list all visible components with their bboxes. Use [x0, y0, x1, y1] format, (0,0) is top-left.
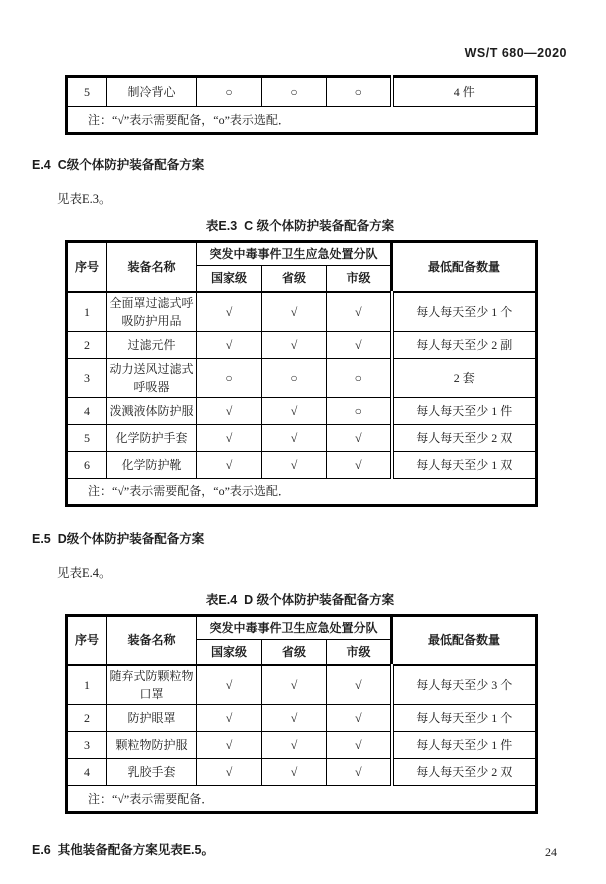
header-quantity: 最低配备数量 — [392, 615, 537, 665]
table-header-row — [67, 615, 537, 639]
cell-equipment-name: 颗粒物防护服 — [107, 732, 197, 759]
cell-municipal-mark: √ — [327, 705, 392, 732]
cell-no: 5 — [67, 424, 107, 451]
header-no: 序号 — [67, 242, 107, 292]
cell-municipal-mark: √ — [327, 665, 392, 705]
table-note-row — [67, 107, 537, 134]
cell-quantity: 4 件 — [392, 77, 537, 107]
cell-equipment-name: 动力送风过滤式呼吸器 — [107, 358, 197, 397]
header-provincial: 省级 — [262, 639, 327, 665]
section-heading-e6: E.6 其他装备配备方案见表E.5。 — [32, 843, 214, 857]
cell-national-mark: √ — [197, 759, 262, 786]
table-row — [67, 77, 537, 107]
cell-equipment-name: 过滤元件 — [107, 331, 197, 358]
cell-municipal-mark: √ — [327, 292, 392, 332]
cell-provincial-mark: √ — [262, 665, 327, 705]
cell-national-mark: √ — [197, 424, 262, 451]
header-equipment-name: 装备名称 — [107, 615, 197, 665]
cell-provincial-mark: √ — [262, 705, 327, 732]
cell-no: 4 — [67, 397, 107, 424]
cell-municipal-mark: √ — [327, 759, 392, 786]
cell-municipal-mark: √ — [327, 451, 392, 478]
header-quantity: 最低配备数量 — [392, 242, 537, 292]
cell-national-mark: √ — [197, 732, 262, 759]
table-e3 — [65, 240, 538, 507]
cell-municipal-mark: √ — [327, 331, 392, 358]
table-reference-e4: 见表E.4。 — [57, 565, 112, 580]
cell-equipment-name: 随弃式防颗粒物口罩 — [107, 665, 197, 705]
cell-municipal-mark: √ — [327, 424, 392, 451]
table-row — [67, 705, 537, 732]
page-number: 24 — [545, 845, 557, 859]
table-row — [67, 397, 537, 424]
cell-national-mark: √ — [197, 292, 262, 332]
table-reference-e3: 见表E.3。 — [57, 192, 112, 206]
header-municipal: 市级 — [327, 266, 392, 292]
cell-equipment-name: 制冷背心 — [107, 77, 197, 107]
header-team-group: 突发中毒事件卫生应急处置分队 — [197, 242, 392, 266]
cell-provincial-mark: √ — [262, 331, 327, 358]
cell-no: 3 — [67, 732, 107, 759]
cell-national-mark: √ — [197, 331, 262, 358]
doc-number: WS/T 680—2020 — [464, 46, 567, 60]
cell-no: 2 — [67, 705, 107, 732]
cell-quantity: 2 套 — [392, 358, 537, 397]
table-row — [67, 665, 537, 705]
header-municipal: 市级 — [327, 639, 392, 665]
cell-quantity: 每人每天至少 1 个 — [392, 292, 537, 332]
table-title-e3: 表E.3 C 级个体防护装备配备方案 — [205, 219, 395, 233]
header-national: 国家级 — [197, 266, 262, 292]
section-heading-e5: E.5 D级个体防护装备配备方案 — [32, 531, 205, 546]
table-row — [67, 759, 537, 786]
cell-provincial-mark: ○ — [262, 77, 327, 107]
cell-no: 1 — [67, 292, 107, 332]
cell-equipment-name: 全面罩过滤式呼吸防护用品 — [107, 292, 197, 332]
cell-quantity: 每人每天至少 2 双 — [392, 759, 537, 786]
table-note-row — [67, 786, 537, 813]
table-row — [67, 451, 537, 478]
cell-provincial-mark: √ — [262, 759, 327, 786]
cell-equipment-name: 防护眼罩 — [107, 705, 197, 732]
cell-national-mark: √ — [197, 705, 262, 732]
cell-provincial-mark: √ — [262, 424, 327, 451]
cell-no: 3 — [67, 358, 107, 397]
cell-equipment-name: 化学防护靴 — [107, 451, 197, 478]
table-header-row — [67, 242, 537, 266]
cell-quantity: 每人每天至少 2 副 — [392, 331, 537, 358]
cell-quantity: 每人每天至少 2 双 — [392, 424, 537, 451]
table-row — [67, 358, 537, 397]
cell-national-mark: √ — [197, 665, 262, 705]
cell-provincial-mark: √ — [262, 451, 327, 478]
cell-equipment-name: 乳胶手套 — [107, 759, 197, 786]
cell-quantity: 每人每天至少 1 双 — [392, 451, 537, 478]
cell-provincial-mark: ○ — [262, 358, 327, 397]
table-row — [67, 292, 537, 332]
cell-national-mark: ○ — [197, 77, 262, 107]
table-e4 — [65, 614, 538, 815]
cell-quantity: 每人每天至少 1 件 — [392, 397, 537, 424]
header-no: 序号 — [67, 615, 107, 665]
cell-no: 1 — [67, 665, 107, 705]
cell-equipment-name: 泼溅液体防护服 — [107, 397, 197, 424]
cell-quantity: 每人每天至少 1 个 — [392, 705, 537, 732]
cell-no: 2 — [67, 331, 107, 358]
cell-provincial-mark: √ — [262, 732, 327, 759]
table-note-row — [67, 478, 537, 505]
header-equipment-name: 装备名称 — [107, 242, 197, 292]
cell-national-mark: √ — [197, 451, 262, 478]
table-note: 注：“√”表示需要配备，“o”表示选配． — [67, 107, 537, 134]
cell-provincial-mark: √ — [262, 292, 327, 332]
cell-quantity: 每人每天至少 3 个 — [392, 665, 537, 705]
cell-provincial-mark: √ — [262, 397, 327, 424]
cell-quantity: 每人每天至少 1 件 — [392, 732, 537, 759]
table-row — [67, 331, 537, 358]
cell-municipal-mark: ○ — [327, 397, 392, 424]
table-title-e4: 表E.4 D 级个体防护装备配备方案 — [205, 592, 395, 607]
cell-municipal-mark: ○ — [327, 358, 392, 397]
header-provincial: 省级 — [262, 266, 327, 292]
section-heading-e4: E.4 C级个体防护装备配备方案 — [32, 158, 205, 172]
cell-no: 5 — [67, 77, 107, 107]
header-national: 国家级 — [197, 639, 262, 665]
cell-national-mark: √ — [197, 397, 262, 424]
cell-national-mark: ○ — [197, 358, 262, 397]
header-team-group: 突发中毒事件卫生应急处置分队 — [197, 615, 392, 639]
fragment-table — [65, 75, 538, 135]
cell-no: 6 — [67, 451, 107, 478]
cell-equipment-name: 化学防护手套 — [107, 424, 197, 451]
cell-no: 4 — [67, 759, 107, 786]
table-note: 注：“√”表示需要配备，“o”表示选配． — [67, 478, 537, 505]
cell-municipal-mark: √ — [327, 732, 392, 759]
table-row — [67, 732, 537, 759]
table-note: 注：“√”表示需要配备． — [67, 786, 537, 813]
table-row — [67, 424, 537, 451]
cell-municipal-mark: ○ — [327, 77, 392, 107]
